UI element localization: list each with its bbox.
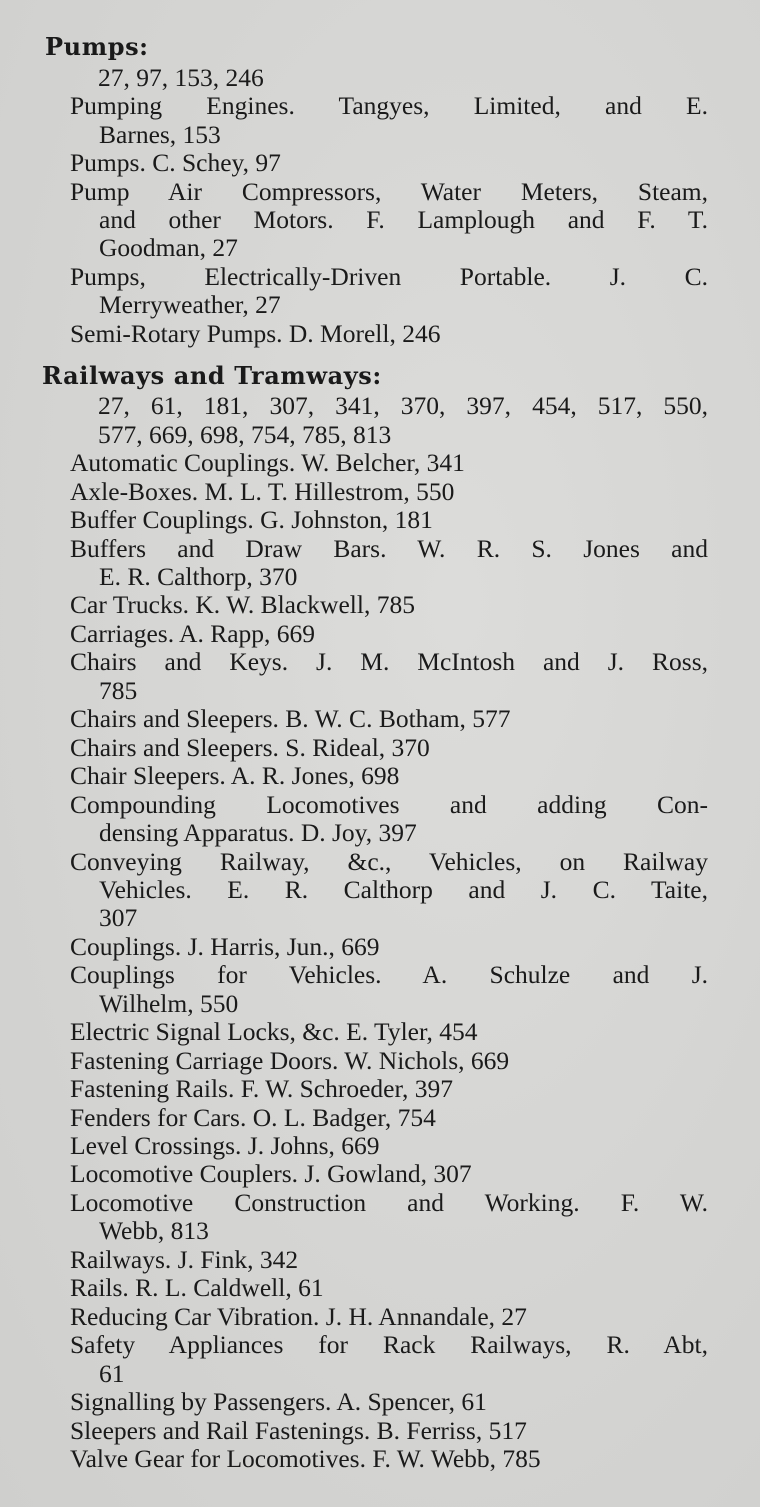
index-entry-continuation: Barnes, 153 bbox=[99, 119, 221, 149]
index-entry: Chairs and Sleepers. B. W. C. Botham, 577 bbox=[70, 704, 511, 734]
index-entry: Locomotive Couplers. J. Gowland, 307 bbox=[70, 1159, 472, 1189]
index-entry-continuation: 61 bbox=[99, 1358, 125, 1388]
index-entry-continuation: 785 bbox=[99, 675, 138, 705]
page-references: 577, 669, 698, 754, 785, 813 bbox=[98, 419, 392, 449]
index-entry: Fastening Rails. F. W. Schroeder, 397 bbox=[70, 1074, 453, 1104]
index-entry-continuation: E. R. Calthorp, 370 bbox=[99, 562, 298, 592]
index-entry: Axle-Boxes. M. L. T. Hillestrom, 550 bbox=[70, 476, 455, 506]
index-entry: Sleepers and Rail Fastenings. B. Ferriss, 517 bbox=[70, 1415, 527, 1445]
index-entry: Safety Appliances for Rack Railways, R. Abt, bbox=[70, 1331, 708, 1360]
index-entry: Chair Sleepers. A. R. Jones, 698 bbox=[70, 761, 400, 791]
index-entry: Pumps, Electrically-Driven Portable. J. C. bbox=[70, 262, 708, 291]
index-entry-continuation: densing Apparatus. D. Joy, 397 bbox=[99, 818, 417, 848]
index-entry-continuation: and other Motors. F. Lamplough and F. T. bbox=[99, 205, 708, 234]
section-heading: Pumps: bbox=[45, 32, 149, 61]
index-entry: Fastening Carriage Doors. W. Nichols, 669 bbox=[70, 1045, 510, 1075]
index-entry: Carriages. A. Rapp, 669 bbox=[70, 618, 316, 648]
index-entry: Conveying Railway, &c., Vehicles, on Railway bbox=[70, 847, 708, 876]
index-entry: Fenders for Cars. O. L. Badger, 754 bbox=[70, 1102, 436, 1132]
page-references: 27, 61, 181, 307, 341, 370, 397, 454, 517, 550, bbox=[98, 392, 708, 421]
index-entry: Couplings. J. Harris, Jun., 669 bbox=[70, 931, 380, 961]
index-entry-continuation: Wilhelm, 550 bbox=[99, 988, 239, 1018]
index-entry: Electric Signal Locks, &c. E. Tyler, 454 bbox=[70, 1017, 478, 1047]
section-heading: Railways and Tramways: bbox=[42, 360, 382, 390]
index-entry: Reducing Car Vibration. J. H. Annandale, 27 bbox=[70, 1301, 527, 1331]
index-entry-continuation: Vehicles. E. R. Calthorp and J. C. Taite, bbox=[99, 875, 708, 904]
index-entry: Valve Gear for Locomotives. F. W. Webb, 785 bbox=[70, 1443, 541, 1473]
index-entry-continuation: 307 bbox=[99, 903, 138, 933]
index-entry: Railways. J. Fink, 342 bbox=[70, 1244, 299, 1274]
page-references: 27, 97, 153, 246 bbox=[98, 62, 264, 92]
index-entry: Semi-Rotary Pumps. D. Morell, 246 bbox=[70, 318, 441, 348]
index-entry-continuation: Webb, 813 bbox=[99, 1216, 209, 1246]
index-entry: Pumps. C. Schey, 97 bbox=[70, 148, 281, 178]
index-entry: Rails. R. L. Caldwell, 61 bbox=[70, 1273, 324, 1303]
index-entry: Buffers and Draw Bars. W. R. S. Jones and bbox=[70, 534, 708, 563]
index-entry: Chairs and Keys. J. M. McIntosh and J. Ross, bbox=[70, 648, 708, 677]
index-entry: Level Crossings. J. Johns, 669 bbox=[70, 1131, 380, 1161]
index-entry: Signalling by Passengers. A. Spencer, 61 bbox=[70, 1387, 487, 1417]
index-entry-continuation: Goodman, 27 bbox=[99, 233, 238, 263]
index-entry: Pumping Engines. Tangyes, Limited, and E. bbox=[70, 92, 708, 121]
index-entry: Compounding Locomotives and adding Con- bbox=[70, 790, 708, 819]
index-entry: Automatic Couplings. W. Belcher, 341 bbox=[70, 448, 465, 478]
index-entry: Chairs and Sleepers. S. Rideal, 370 bbox=[70, 732, 430, 762]
index-entry: Pump Air Compressors, Water Meters, Steam, bbox=[70, 177, 708, 206]
index-entry: Car Trucks. K. W. Blackwell, 785 bbox=[70, 590, 415, 620]
index-entry: Couplings for Vehicles. A. Schulze and J. bbox=[70, 961, 708, 990]
index-entry: Buffer Couplings. G. Johnston, 181 bbox=[70, 505, 433, 535]
index-entry-continuation: Merryweather, 27 bbox=[99, 290, 281, 320]
index-entry: Locomotive Construction and Working. F. W. bbox=[70, 1188, 708, 1217]
